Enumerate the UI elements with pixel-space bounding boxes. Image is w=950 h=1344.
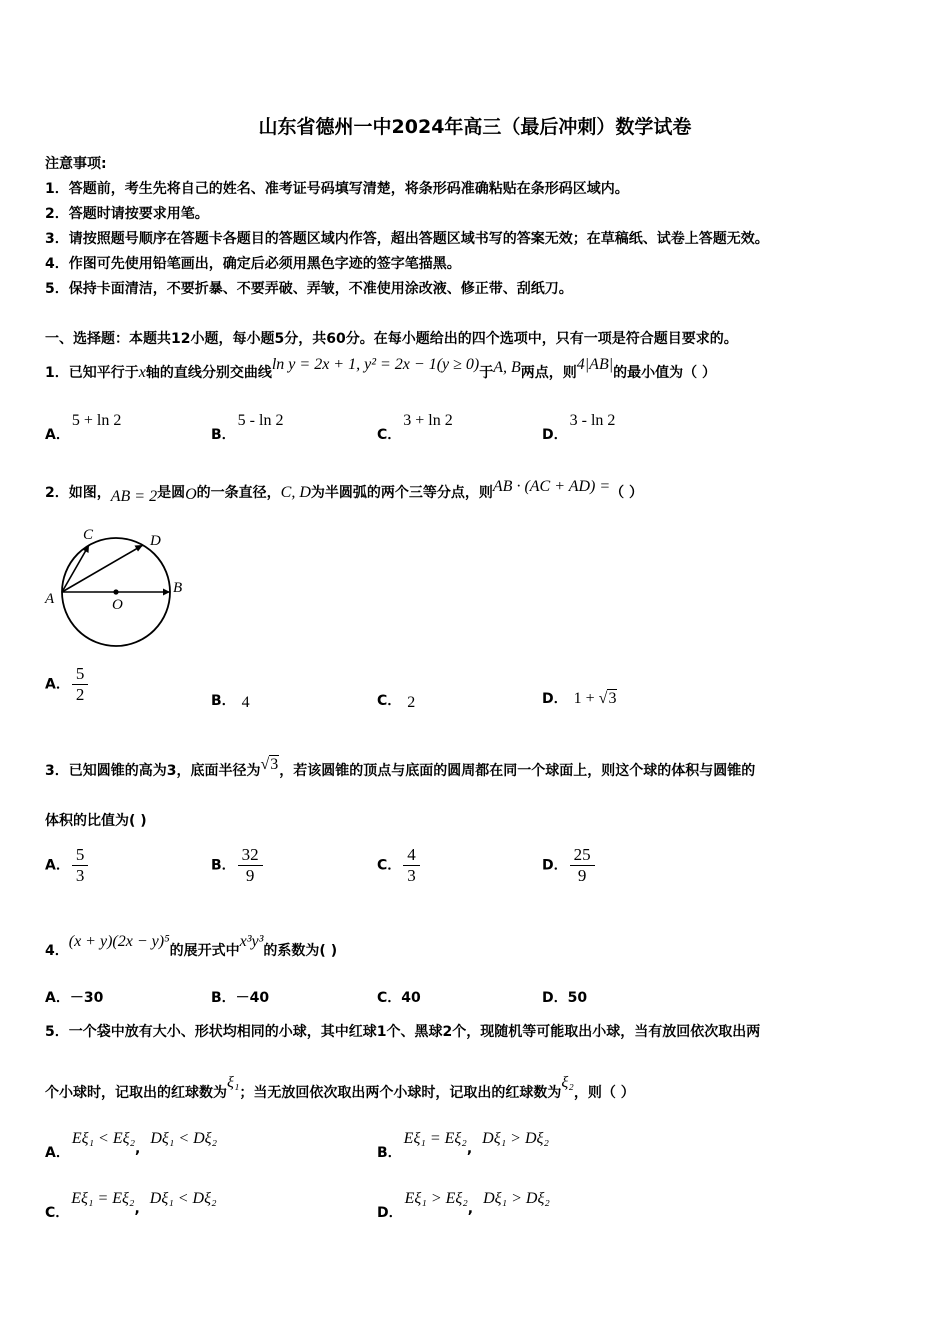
question-3-stem-cont: 体积的比值为( ) — [45, 813, 147, 829]
q5-option-b: B．Eξ₁ = Eξ₂,Dξ₁ > Dξ₂ — [377, 1130, 549, 1161]
arrow-d-icon — [135, 545, 144, 552]
q1-text: 于 — [479, 365, 494, 381]
q3-radius: 3 — [270, 756, 279, 773]
q1-text: 轴的直线分别交曲线 — [145, 365, 272, 381]
question-5-stem: 5．一个袋中放有大小、形状均相同的小球，其中红球1个、黑球2个，现随机等可能取出小球，当有放回依次取出两 — [45, 1024, 761, 1040]
question-4-stem: 4．(x + y)(2x − y)⁵的展开式中x³y³的系数为( ) — [45, 933, 338, 959]
q5-option-a: A．Eξ₁ < Eξ₂,Dξ₁ < Dξ₂ — [45, 1130, 218, 1161]
label-d: D — [150, 533, 161, 549]
notice-item: 1．答题前，考生先将自己的姓名、准考证号码填写清楚，将条形码准确粘贴在条形码区域内。 — [45, 181, 629, 197]
q4-option-a: A．－30 — [45, 990, 104, 1006]
q2-ab: AB = 2 — [110, 488, 158, 505]
q2-expr: AB · (AC + AD) = — [492, 478, 611, 495]
q1-curves: ln y = 2x + 1, y² = 2x − 1(y ≥ 0) — [271, 356, 480, 373]
center-dot — [113, 589, 118, 594]
notice-item: 4．作图可先使用铅笔画出，确定后必须用黑色字迹的签字笔描黑。 — [45, 256, 461, 272]
question-3-stem: 3．已知圆锥的高为3，底面半径为√3，若该圆锥的顶点与底面的圆周都在同一个球面上，则这个球的体积与圆锥的 — [45, 756, 756, 779]
label-o: O — [112, 597, 123, 613]
q2-option-b: B． 4 — [211, 693, 250, 711]
arrow-b-icon — [163, 589, 170, 596]
notice-item: 3．请按照题号顺序在答题卡各题目的答题区域内作答，超出答题区域书写的答案无效；在草稿纸、试卷上答题无效。 — [45, 231, 769, 247]
q4-option-d: D．50 — [542, 990, 588, 1006]
q3-option-c: C． $\frac{4}{3}$ — [377, 845, 418, 886]
vector-ad — [62, 545, 143, 592]
q2-option-d: D． 1 + √3 — [542, 690, 617, 707]
page-title: 山东省德州一中2024年高三（最后冲刺）数学试卷 — [258, 116, 692, 138]
q5-option-c: C．Eξ₁ = Eξ₂,Dξ₁ < Dξ₂ — [45, 1190, 217, 1221]
q1-text: 1．已知平行于 — [45, 365, 139, 381]
q1-option-d: D．3 - ln 2 — [542, 412, 616, 443]
q1-points: A, B — [493, 359, 521, 376]
section-heading: 一、选择题：本题共12小题，每小题5分，共60分。在每小题给出的四个选项中，只有一项是符合题目要求的。 — [45, 331, 738, 347]
notice-heading: 注意事项: — [45, 156, 107, 172]
q1-expr: 4|AB| — [576, 356, 614, 373]
q5-option-d: D．Eξ₁ > Eξ₂,Dξ₁ > Dξ₂ — [377, 1190, 550, 1221]
q1-text: 两点，则 — [520, 365, 577, 381]
label-b: B — [173, 580, 183, 596]
q4-expr: (x + y)(2x − y)⁵ — [68, 933, 170, 950]
q1-var: x — [138, 364, 146, 381]
label-a: A — [45, 591, 55, 607]
q3-option-d: D． $\frac{25}{9}$ — [542, 845, 593, 886]
q2-option-a: A． $\frac{5}{2}$ — [45, 664, 86, 705]
q4-term: x³y³ — [239, 933, 264, 950]
notice-item: 2．答题时请按要求用笔。 — [45, 206, 209, 222]
question-1-stem — [45, 356, 716, 382]
circle-diagram — [40, 522, 200, 657]
q1-option-c: C．3 + ln 2 — [377, 412, 453, 443]
label-c: C — [83, 527, 94, 543]
question-5-stem-cont: 个小球时，记取出的红球数为ξ₁；当无放回依次取出两个小球时，记取出的红球数为ξ₂，则（ ） — [45, 1074, 635, 1101]
q1-option-a: A．5 + ln 2 — [45, 412, 122, 443]
q3-option-a: A． $\frac{5}{3}$ — [45, 845, 86, 886]
q4-option-b: B．－40 — [211, 990, 270, 1006]
q3-option-b: B． $\frac{32}{9}$ — [211, 845, 261, 886]
q1-option-b: B．5 - ln 2 — [211, 412, 284, 443]
q2-option-c: C． 2 — [377, 693, 416, 711]
q4-option-c: C．40 — [377, 990, 421, 1006]
q1-text: 的最小值为（ ） — [613, 365, 716, 381]
notice-item: 5．保持卡面清洁，不要折暴、不要弄破、弄皱，不准使用涂改液、修正带、刮纸刀。 — [45, 281, 573, 297]
question-2-stem: 2．如图，AB = 2是圆O的一条直径，C, D为半圆弧的两个三等分点，则AB · (AC + AD) =（ ） — [45, 478, 644, 505]
